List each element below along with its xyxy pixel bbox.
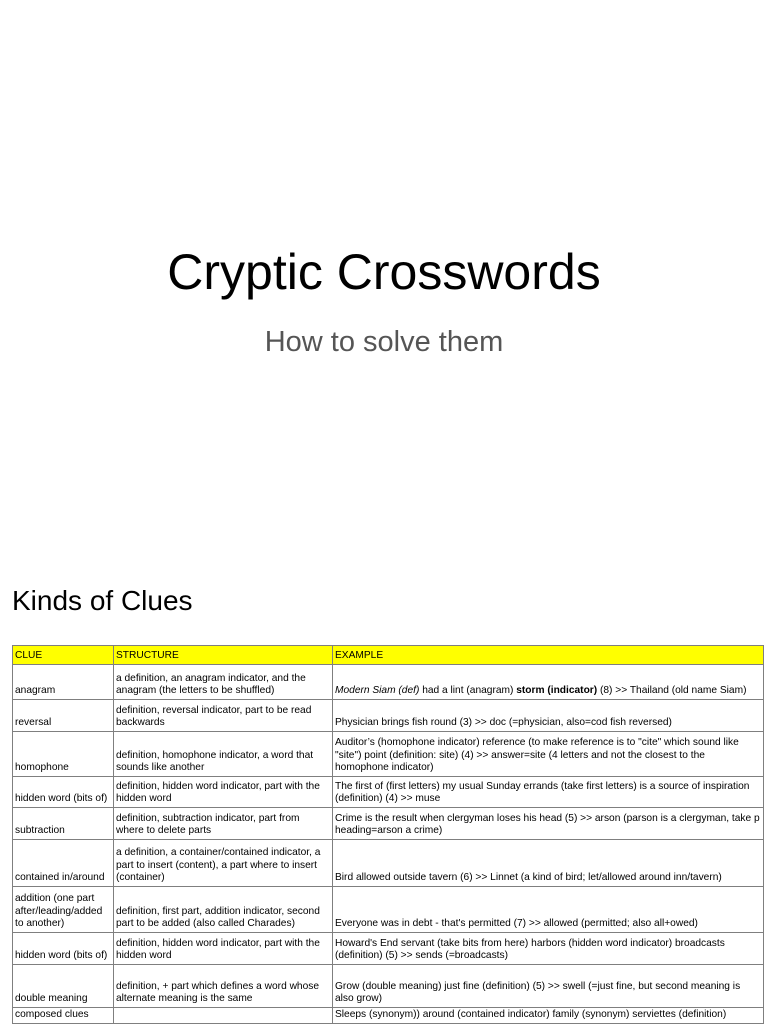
clue-cell: double meaning: [13, 965, 114, 1008]
clue-cell: subtraction: [13, 808, 114, 840]
table-row: [13, 665, 764, 700]
example-cell: [333, 665, 764, 700]
example-cell: The first of (first letters) my usual Sunday errands (take first letters) is a source of inspiration (definition) (4) >> muse: [333, 777, 764, 808]
structure-cell: definition, first part, addition indicator, second part to be added (also called Charades): [114, 887, 333, 933]
presentation-subtitle: How to solve them: [264, 326, 504, 358]
table-row: [13, 777, 764, 808]
header-clue: CLUE: [13, 646, 114, 665]
example-cell: Everyone was in debt - that's permitted (7) >> allowed (permitted; also all+owed): [333, 887, 764, 933]
structure-cell: [114, 1008, 333, 1024]
presentation-title: Cryptic Crosswords: [167, 244, 601, 300]
table-row: [13, 840, 764, 887]
example-indicator: storm (indicator): [516, 685, 598, 697]
table-row: [13, 808, 764, 840]
section-heading: Kinds of Clues: [12, 585, 193, 616]
structure-cell: a definition, a container/contained indicator, a part to insert (content), a part where to insert (container): [114, 840, 333, 887]
structure-cell: definition, hidden word indicator, part with the hidden word: [114, 777, 333, 808]
structure-cell: definition, + part which defines a word whose alternate meaning is the same: [114, 965, 333, 1008]
example-cell: Crime is the result when clergyman loses his head (5) >> arson (parson is a clergyman, take p heading=arson a crime): [333, 808, 764, 840]
clue-cell: composed clues: [13, 1008, 114, 1024]
structure-cell: definition, homophone indicator, a word that sounds like another: [114, 732, 333, 777]
clue-cell: hidden word (bits of): [13, 777, 114, 808]
table-row: [13, 887, 764, 933]
example-cell: Sleeps (synonym)) around (contained indicator) family (synonym) serviettes (definition): [333, 1008, 764, 1024]
structure-cell: a definition, an anagram indicator, and the anagram (the letters to be shuffled): [114, 665, 333, 700]
clue-cell: homophone: [13, 732, 114, 777]
table-row: [13, 1008, 764, 1024]
header-structure: STRUCTURE: [114, 646, 333, 665]
clue-cell: hidden word (bits of): [13, 933, 114, 965]
structure-cell: definition, hidden word indicator, part with the hidden word: [114, 933, 333, 965]
table-header-row: [13, 646, 764, 665]
clue-types-table: [12, 645, 764, 1024]
table-row: [13, 933, 764, 965]
structure-cell: definition, reversal indicator, part to be read backwards: [114, 700, 333, 732]
table-row: [13, 700, 764, 732]
clue-cell: addition (one part after/leading/added to another): [13, 887, 114, 933]
clue-cell: contained in/around: [13, 840, 114, 887]
example-text: had a lint (anagram): [419, 685, 517, 697]
structure-cell: definition, subtraction indicator, part from where to delete parts: [114, 808, 333, 840]
example-definition: Modern Siam (def): [335, 685, 420, 697]
example-text: (8) >> Thailand (old name Siam): [597, 685, 747, 697]
example-cell: Bird allowed outside tavern (6) >> Linnet (a kind of bird; let/allowed around inn/tavern): [333, 840, 764, 887]
example-cell: Physician brings fish round (3) >> doc (=physician, also=cod fish reversed): [333, 700, 764, 732]
header-example: EXAMPLE: [333, 646, 764, 665]
example-cell: Auditor’s (homophone indicator) reference (to make reference is to "cite" which sound like "site") point (definition: site) (4) >> answer=site (4 letters and not the closest to the homophone indicator): [333, 732, 764, 777]
example-cell: Grow (double meaning) just fine (definition) (5) >> swell (=just fine, but second meaning is also grow): [333, 965, 764, 1008]
example-cell: Howard's End servant (take bits from here) harbors (hidden word indicator) broadcasts (definition) (5) >> sends (=broadcasts): [333, 933, 764, 965]
clue-cell: anagram: [13, 665, 114, 700]
clue-cell: reversal: [13, 700, 114, 732]
table-row: [13, 732, 764, 777]
table-row: [13, 965, 764, 1008]
